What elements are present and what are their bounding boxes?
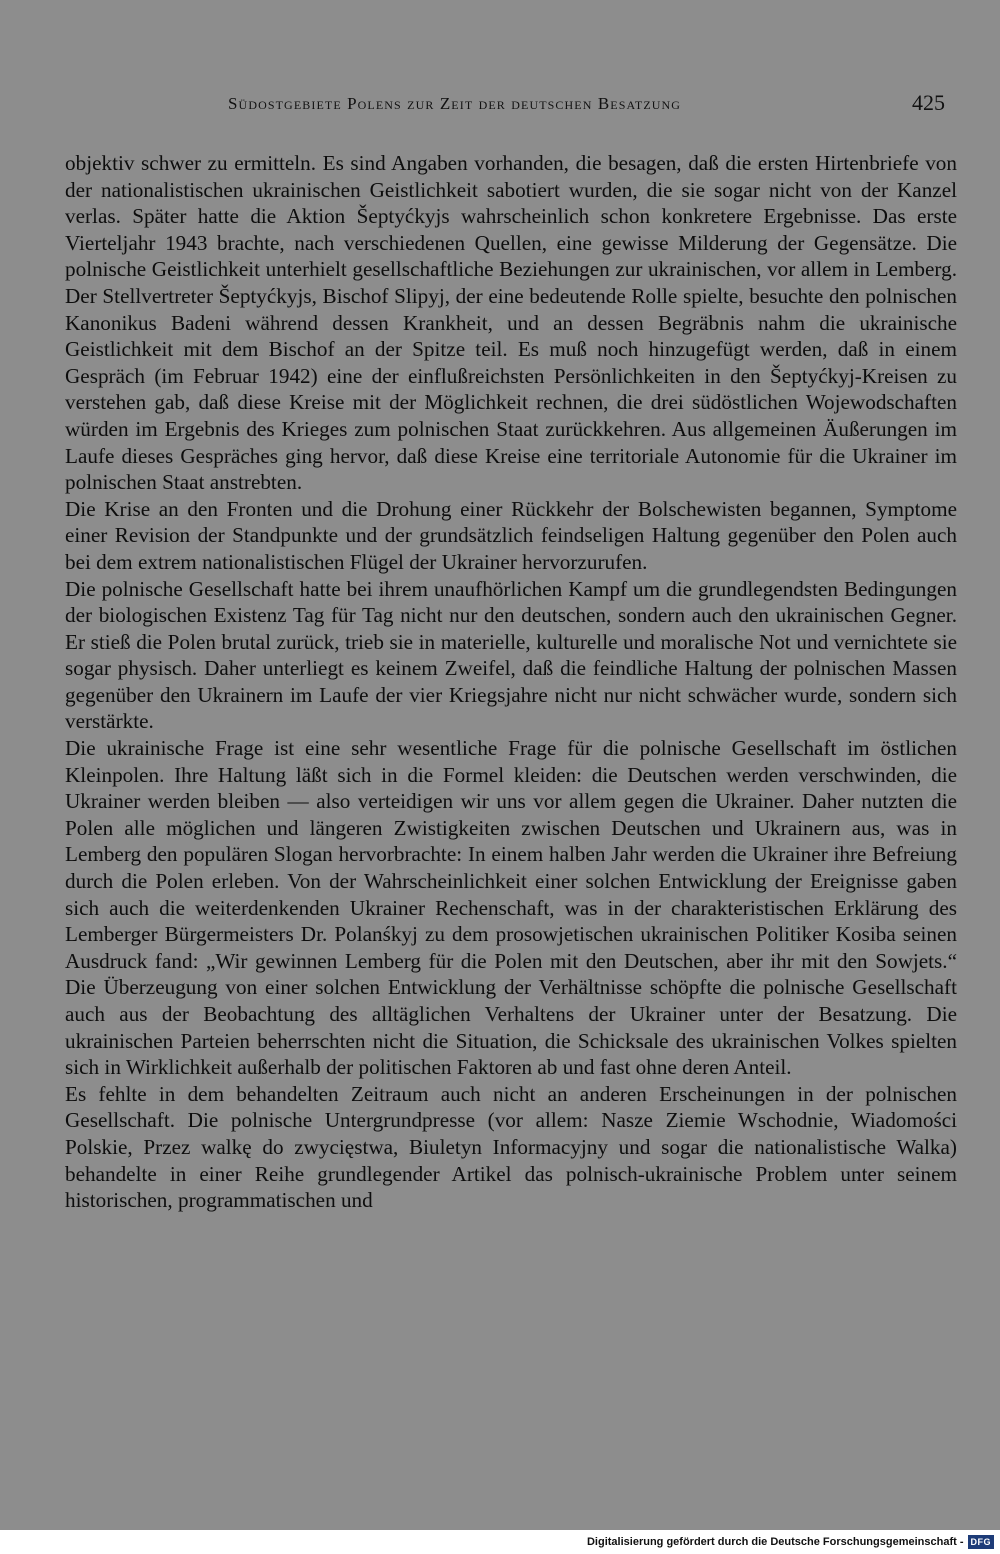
dfg-logo-icon: DFG [968, 1535, 995, 1549]
paragraph-1: objektiv schwer zu ermitteln. Es sind Angaben vorhanden, die besagen, daß die ersten Hirtenbriefe von der nationalistischen ukrainischen Geistlichkeit sabotiert wurden, die sie sogar nicht von der Kanzel verlas. Später hatte die Aktion Šeptyćkyjs wahrscheinlich schon konkretere Ergebnisse. Das erste Vierteljahr 1943 brachte, nach verschiedenen Quellen, eine gewisse Milderung der Gegensätze. Die polnische Geistlichkeit unterhielt gesellschaftliche Beziehungen zur ukrainischen, vor allem in Lemberg. Der Stellvertreter Šeptyćkyjs, Bischof Slipyj, der eine bedeutende Rolle spielte, besuchte den polnischen Kanonikus Badeni während dessen Krankheit, und an dessen Begräbnis nahm die ukrainische Geistlichkeit mit dem Bischof an der Spitze teil. Es muß noch hinzugefügt werden, daß in einem Gespräch (im Februar 1942) eine der einflußreichsten Persönlichkeiten in den Šeptyćkyj-Kreisen zu verstehen gab, daß diese Kreise mit der Möglichkeit rechnen, die drei südöstlichen Wojewodschaften würden im Ergebnis des Krieges zum polnischen Staat zurückkehren. Aus allgemeinen Äußerungen im Laufe dieses Gespräches ging hervor, daß diese Kreise eine territoriale Autonomie für die Ukrainer im polnischen Staat anstrebten. [65, 151, 957, 495]
digitization-credit [587, 1534, 994, 1550]
paragraph-5: Es fehlte in dem behandelten Zeitraum auch nicht an anderen Erscheinungen in der polnischen Gesellschaft. Die polnische Untergrundpresse (vor allem: Nasze Ziemie Wschodnie, Wiadomości Polskie, Przez walkę do zwycięstwa, Biuletyn Informacyjny und sogar die nationalistische Walka) behandelte in einer Reihe grundlegender Artikel das polnisch-ukrainische Problem unter seinem historischen, programmatischen und [65, 1081, 957, 1213]
paragraph-4: Die ukrainische Frage ist eine sehr wesentliche Frage für die polnische Gesellschaft im östlichen Kleinpolen. Ihre Haltung läßt sich in die Formel kleiden: die Deutschen werden verschwinden, die Ukrainer werden bleiben — also verteidigen wir uns vor allem gegen die Ukrainer. Daher nutzten die Polen alle möglichen und längeren Zwistigkeiten zwischen Deutschen und Ukrainern aus, was in Lemberg den populären Slogan hervorbrachte: In einem halben Jahr werden die Ukrainer ihre Befreiung durch die Polen erleben. Von der Wahrscheinlichkeit einer solchen Entwicklung der Ereignisse gaben sich auch die weiterdenkenden Ukrainer Rechenschaft, was in der charakteristischen Erklärung des Lemberger Bürgermeisters Dr. Polanśkyj zu dem prosowjetischen ukrainischen Politiker Kosiba seinen Ausdruck fand: „Wir gewinnen Lemberg für die Polen mit den Deutschen, aber ihr mit den Sowjets.“ Die Überzeugung von einer solchen Entwicklung der Verhältnisse schöpfte die polnische Gesellschaft auch aus der Beobachtung des alltäglichen Verhaltens der Ukrainer unter der Besatzung. Die ukrainischen Parteien beherrschten nicht die Situation, die Schicksale des ukrainischen Volkes spielten sich in Wirklichkeit außerhalb der politischen Faktoren ab und fast ohne deren Anteil. [65, 736, 957, 1080]
running-head: Südostgebiete Polens zur Zeit der deutschen Besatzung [228, 94, 682, 113]
body-text [65, 150, 957, 1214]
paragraph-2: Die Krise an den Fronten und die Drohung einer Rückkehr der Bolschewisten begannen, Symptome einer Revision der Standpunkte und der grundsätzlich feindseligen Haltung gegenüber den Polen auch bei dem extrem nationalistischen Flügel der Ukrainer hervorzurufen. [65, 496, 957, 574]
paragraph-3: Die polnische Gesellschaft hatte bei ihrem unaufhörlichen Kampf um die grundlegendsten Bedingungen der biologischen Existenz Tag für Tag nicht nur den deutschen, sondern auch den ukrainischen Gegner. Er stieß die Polen brutal zurück, trieb sie in materielle, kulturelle und moralische Not und vernichtete sie sogar physisch. Daher unterliegt es keinem Zweifel, daß die feindliche Haltung der polnischen Massen gegenüber den Ukrainern im Laufe der vier Kriegsjahre nicht nur nicht schwächer wurde, sondern sich verstärkte. [65, 576, 957, 734]
page-number: 425 [912, 90, 945, 115]
credit-text: Digitalisierung gefördert durch die Deutsche Forschungsgemeinschaft - [586, 1536, 964, 1548]
